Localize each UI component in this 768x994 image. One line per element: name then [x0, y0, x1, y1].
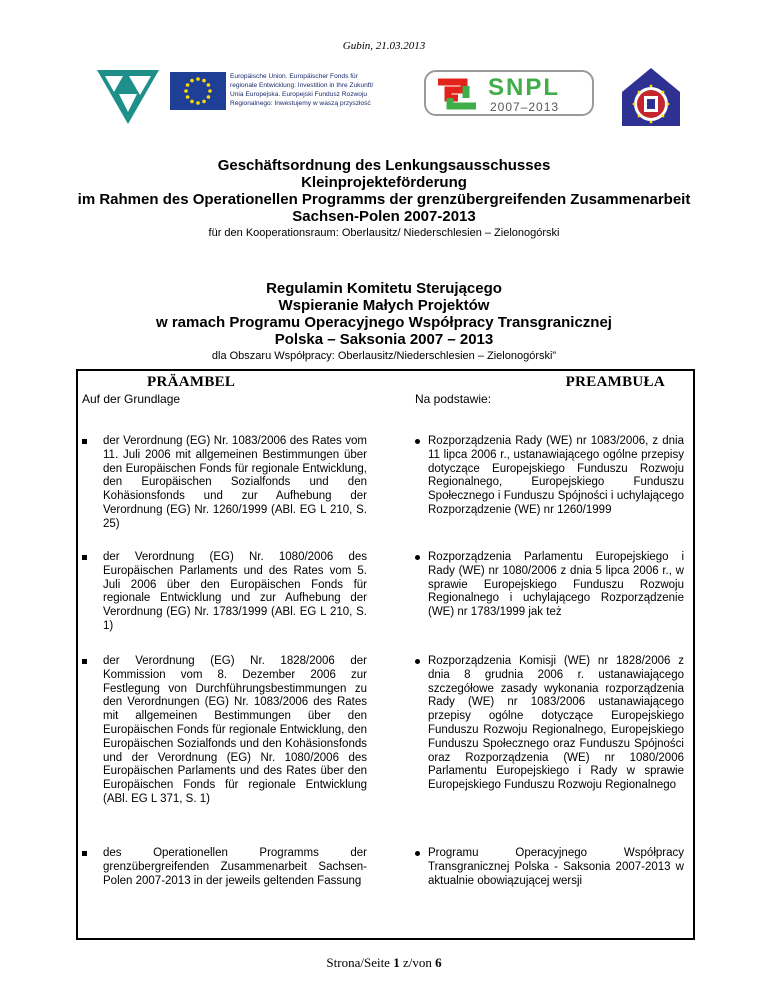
snpl-logo: [424, 70, 594, 116]
title-pl-line: Regulamin Komitetu Sterującego: [266, 280, 502, 297]
snpl-symbol-icon: [434, 78, 480, 110]
logo-bar: [0, 64, 768, 126]
preamble-pl-intro: Na podstawie:: [415, 392, 492, 406]
snpl-years: 2007–2013: [490, 100, 560, 114]
square-bullet-icon: [82, 659, 87, 664]
preamble-de-item: der Verordnung (EG) Nr. 1828/2006 der Kommission vom 8. Dezember 2006 zur Festlegung von Durchführungsbestimmungen zu den Verordnungen (EG) Nr. 1083/2006 des Rates mit allgemeinen Bestimmungen über den Europäischen Fonds für regionale Entwicklung, den Europäischen Sozialfonds und den Kohäsionsfonds und der Verordnung (EG) Nr. 1080/2006 des Europäischen Parlaments und des Rates über den Europäischen Fonds für regionale Entwicklung (ABl. EG L 371, S. 1): [103, 655, 367, 807]
preamble-de-column: [82, 371, 375, 887]
title-pl-line: Wspieranie Małych Projektów: [278, 297, 490, 314]
preamble-de-item: der Verordnung (EG) Nr. 1080/2006 des Europäischen Parlaments und des Rates vom 5. Juli 2006 über den Europäischen Fonds für regionale Entwicklung und zur Aufhebung der Verordnung (EG) Nr. 1783/1999 (ABl. EG L 210, S. 1): [103, 551, 367, 634]
title-german: [0, 157, 768, 240]
preamble-box: [76, 369, 695, 940]
square-bullet-icon: [82, 851, 87, 856]
preamble-de-item: der Verordnung (EG) Nr. 1083/2006 des Rates vom 11. Juli 2006 mit allgemeinen Bestimmungen über den Europäischen Fonds für regionale Entwicklung, den Europäischen Sozialfonds und den Kohäsionsfonds und zur Aufhebung der Verordnung (EG) Nr. 1260/1999 (ABl. EG L 210, S. 25): [103, 435, 367, 532]
title-polish: [0, 280, 768, 363]
preamble-de-heading: PRÄAMBEL: [147, 374, 236, 390]
preamble-pl-item: Rozporządzenia Rady (WE) nr 1083/2006, z dnia 11 lipca 2006 r., ustanawiającego ogólne przepisy dotyczące Europejskiego Funduszu Rozwoju Regionalnego, Europejskiego Funduszu Społecznego i Funduszu Spójności i uchylającego Rozporządzenie (WE) nr 1260/1999: [428, 435, 684, 518]
round-bullet-icon: [415, 659, 420, 664]
preamble-de-intro: Auf der Grundlage: [82, 392, 181, 406]
title-de-line: Sachsen-Polen 2007-2013: [292, 208, 476, 225]
euroregion-triangle-logo: [95, 68, 161, 126]
round-bullet-icon: [415, 555, 420, 560]
eu-flag-logo: [170, 72, 226, 110]
preamble-de-item: des Operationellen Programms der grenzübergreifenden Zusammenarbeit Sachsen-Polen 2007-2013 in der jeweils geltenden Fassung: [103, 847, 367, 888]
preamble-pl-column: [415, 371, 693, 887]
preamble-pl-item: Rozporządzenia Komisji (WE) nr 1828/2006 z dnia 8 grudnia 2006 r. ustanawiającego szczegółowe zasady wykonania rozporządzenia Rady (WE) nr 1083/2006 ustanawiającego przepisy ogólne dotyczące Europejskiego Funduszu Rozwoju Regionalnego, Europejskiego Funduszu Społecznego oraz Funduszu Spójności oraz Rozporządzenia (WE) nr 1080/2006 Parlamentu Europejskiego i Rady w sprawie Europejskiego Funduszu Rozwoju Regionalnego: [428, 655, 684, 793]
preamble-pl-heading: PREAMBUŁA: [565, 374, 665, 390]
round-bullet-icon: [415, 439, 420, 444]
title-pl-line: w ramach Programu Operacyjnego Współpracy Transgranicznej: [156, 314, 612, 331]
title-de-line: im Rahmen des Operationellen Programms der grenzübergreifenden Zusammenarbeit: [77, 191, 691, 208]
title-de-line: Geschäftsordnung des Lenkungsausschusses: [217, 157, 551, 174]
title-de-subtitle: für den Kooperationsraum: Oberlausitz/ Niederschlesien – Zielonogórski: [208, 227, 560, 239]
eu-fund-text: Europäische Union. Europäischer Fonds für regionale Entwicklung: Investition in Ihre Zukunft/ Unia Europejska. Europejski Fundusz Rozwoju Regionalnego: Inwestujemy w waszą przyszłość: [230, 73, 374, 107]
title-de-line: Kleinprojekteförderung: [301, 174, 467, 191]
page-total: 6: [435, 955, 442, 970]
page-footer: Strona/Seite 1 z/von 6: [326, 955, 442, 970]
euroregion-house-logo: [620, 66, 682, 128]
square-bullet-icon: [82, 555, 87, 560]
round-bullet-icon: [415, 851, 420, 856]
preamble-pl-item: Programu Operacyjnego Współpracy Transgranicznej Polska - Saksonia 2007-2013 w aktualnie obowiązującej wersji: [428, 847, 684, 888]
title-pl-subtitle: dla Obszaru Współpracy: Oberlausitz/Niederschlesien – Zielonogórski”: [211, 350, 557, 362]
preamble-pl-item: Rozporządzenia Parlamentu Europejskiego i Rady (WE) nr 1080/2006 z dnia 5 lipca 2006 r., w sprawie Europejskiego Funduszu Rozwoju Regionalnego i uchylającego Rozporządzenie (WE) nr 1783/1999 jak też: [428, 551, 684, 620]
title-pl-line: Polska – Saksonia 2007 – 2013: [274, 331, 494, 348]
square-bullet-icon: [82, 439, 87, 444]
document-date: Gubin, 21.03.2013: [342, 40, 426, 52]
page-number: 1: [393, 955, 400, 970]
snpl-name: SNPL: [488, 74, 561, 101]
